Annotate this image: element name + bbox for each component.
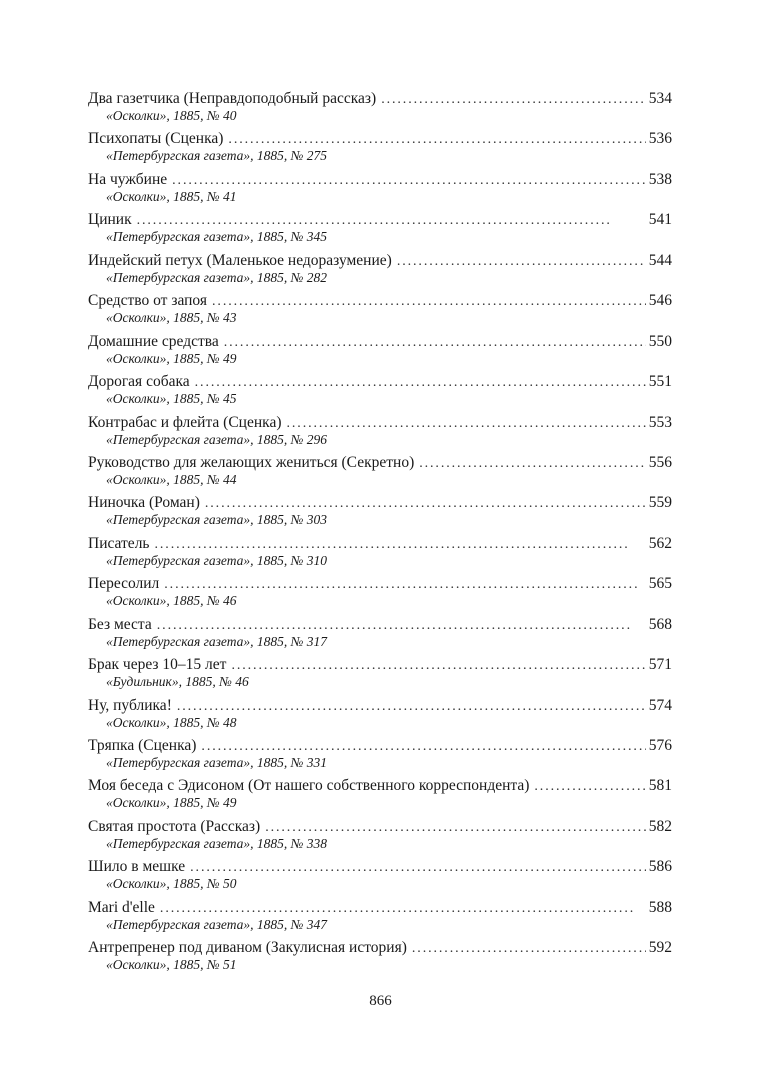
toc-entry-source: «Осколки», 1885, № 45: [106, 391, 237, 407]
toc-entry-page: 538: [648, 170, 672, 188]
dot-leader: [412, 938, 646, 960]
toc-entry: [88, 128, 672, 168]
dot-leader: [287, 413, 646, 435]
toc-entry-page: 546: [648, 292, 672, 310]
toc-entry: [88, 735, 672, 775]
toc-entry-page: 582: [648, 817, 672, 835]
toc-entry-page: 568: [648, 615, 672, 633]
toc-entry-title: Дорогая собака: [88, 373, 190, 391]
toc-entry: [88, 412, 672, 452]
toc-entry-source: «Петербургская газета», 1885, № 345: [106, 229, 327, 245]
toc-entry-page: 551: [648, 373, 672, 391]
toc-entry-title: Психопаты (Сценка): [88, 130, 224, 148]
dot-leader: [190, 857, 646, 879]
toc-entry: [88, 816, 672, 856]
toc-entry: [88, 250, 672, 290]
dot-leader: [172, 170, 646, 192]
toc-entry-title: Писатель: [88, 534, 150, 552]
toc-entry-source: «Петербургская газета», 1885, № 282: [106, 269, 327, 285]
toc-entry-page: 588: [648, 898, 672, 916]
toc-entry-page: 592: [648, 939, 672, 957]
dot-leader: [212, 291, 646, 313]
toc-entry-source: «Петербургская газета», 1885, № 275: [106, 148, 327, 164]
toc-entry-title: Руководство для желающих жениться (Секретно): [88, 453, 415, 471]
toc-entry-page: 571: [648, 656, 672, 674]
toc-entry-title: Два газетчика (Неправдоподобный рассказ): [88, 90, 377, 107]
dot-leader: [397, 251, 646, 273]
toc-entry-source: «Осколки», 1885, № 49: [106, 795, 237, 811]
dot-leader: [419, 453, 646, 475]
toc-entry-title: Шило в мешке: [88, 858, 186, 876]
toc-entry: [88, 371, 672, 411]
toc-entry: [88, 573, 672, 613]
toc-entry-source: «Осколки», 1885, № 49: [106, 350, 237, 366]
toc-entry-title: Антрепренер под диваном (Закулисная история): [88, 939, 407, 957]
page-number: 866: [369, 993, 392, 1009]
toc-entry-page: 544: [648, 251, 672, 269]
toc-entry: [88, 614, 672, 654]
toc-entry-source: «Петербургская газета», 1885, № 296: [106, 431, 327, 447]
toc-entry: [88, 897, 672, 937]
toc-entry-title: На чужбине: [88, 170, 168, 188]
toc-entry-page: 536: [648, 130, 672, 148]
toc-entry-source: «Петербургская газета», 1885, № 331: [106, 755, 327, 770]
toc-entry: [88, 331, 672, 371]
toc-entry-title: Моя беседа с Эдисоном (От нашего собственного корреспондента): [88, 777, 530, 795]
toc-entry-title: Индейский петух (Маленькое недоразумение): [88, 251, 392, 269]
toc-entry-source: «Осколки», 1885, № 41: [106, 188, 237, 204]
dot-leader: [195, 372, 646, 394]
toc-entry: [88, 88, 672, 128]
toc-entry-title: Без места: [88, 615, 152, 633]
toc-entry-title: Контрабас и флейта (Сценка): [88, 413, 282, 431]
toc-entry-page: 586: [648, 858, 672, 876]
toc-entry: [88, 492, 672, 532]
toc-entry-source: «Осколки», 1885, № 50: [106, 876, 237, 892]
toc-entry-source: «Осколки», 1885, № 44: [106, 471, 237, 487]
toc-entry-page: 541: [648, 211, 672, 229]
toc-entry-source: «Петербургская газета», 1885, № 317: [106, 633, 327, 649]
toc-entry-page: 550: [648, 332, 672, 350]
toc-entry-title: Брак через 10–15 лет: [88, 656, 227, 674]
dot-leader: [534, 776, 645, 798]
dot-leader: [231, 655, 645, 677]
toc-entry-title: Ну, публика!: [88, 696, 172, 714]
toc-entry-page: 556: [648, 453, 672, 471]
toc-entry-title: Тряпка (Сценка): [88, 737, 197, 754]
toc-entry-page: 562: [648, 534, 672, 552]
dot-leader: [177, 696, 646, 718]
dot-leader: [381, 89, 646, 111]
toc-entry-title: Ниночка (Роман): [88, 494, 200, 512]
toc-entry-title: Святая простота (Рассказ): [88, 817, 261, 835]
toc-entry-source: «Петербургская газета», 1885, № 303: [106, 512, 327, 528]
toc-entry: [88, 533, 672, 573]
toc-entry-source: «Осколки», 1885, № 43: [106, 310, 237, 326]
toc-entry: [88, 169, 672, 209]
toc-entry: [88, 452, 672, 492]
toc-entry: [88, 937, 672, 977]
toc-entry: [88, 856, 672, 896]
toc-entry-page: 559: [648, 494, 672, 512]
toc-entry-title: Средство от запоя: [88, 292, 208, 310]
toc-entry-source: «Будильник», 1885, № 46: [106, 674, 249, 690]
toc-entry-page: 553: [648, 413, 672, 431]
toc-entry-page: 576: [648, 737, 672, 754]
toc-entry-source: «Осколки», 1885, № 48: [106, 714, 237, 730]
toc-entry-page: 534: [648, 90, 672, 107]
toc-entry-source: «Осколки», 1885, № 46: [106, 593, 237, 609]
toc-entry-title: Пересолил: [88, 575, 160, 593]
toc-entry: [88, 209, 672, 249]
toc-entry-title: Mari d'elle: [88, 898, 155, 916]
toc-entry-title: Домашние средства: [88, 332, 219, 350]
toc-entry-page: 574: [648, 696, 672, 714]
toc-entry-source: «Осколки», 1885, № 40: [106, 108, 237, 123]
toc-entry-page: 565: [648, 575, 672, 593]
toc-entry-source: «Петербургская газета», 1885, № 310: [106, 552, 327, 568]
toc-entry: [88, 290, 672, 330]
toc-entry-source: «Осколки», 1885, № 51: [106, 957, 237, 973]
toc-entry: [88, 775, 672, 815]
toc-entry-page: 581: [648, 777, 672, 795]
toc-entry: [88, 695, 672, 735]
table-of-contents: [88, 88, 672, 978]
toc-entry-source: «Петербургская газета», 1885, № 347: [106, 916, 327, 932]
dot-leader: [224, 332, 646, 354]
toc-entry: [88, 654, 672, 694]
toc-entry-source: «Петербургская газета», 1885, № 338: [106, 835, 327, 851]
toc-entry-title: Циник: [88, 211, 132, 229]
